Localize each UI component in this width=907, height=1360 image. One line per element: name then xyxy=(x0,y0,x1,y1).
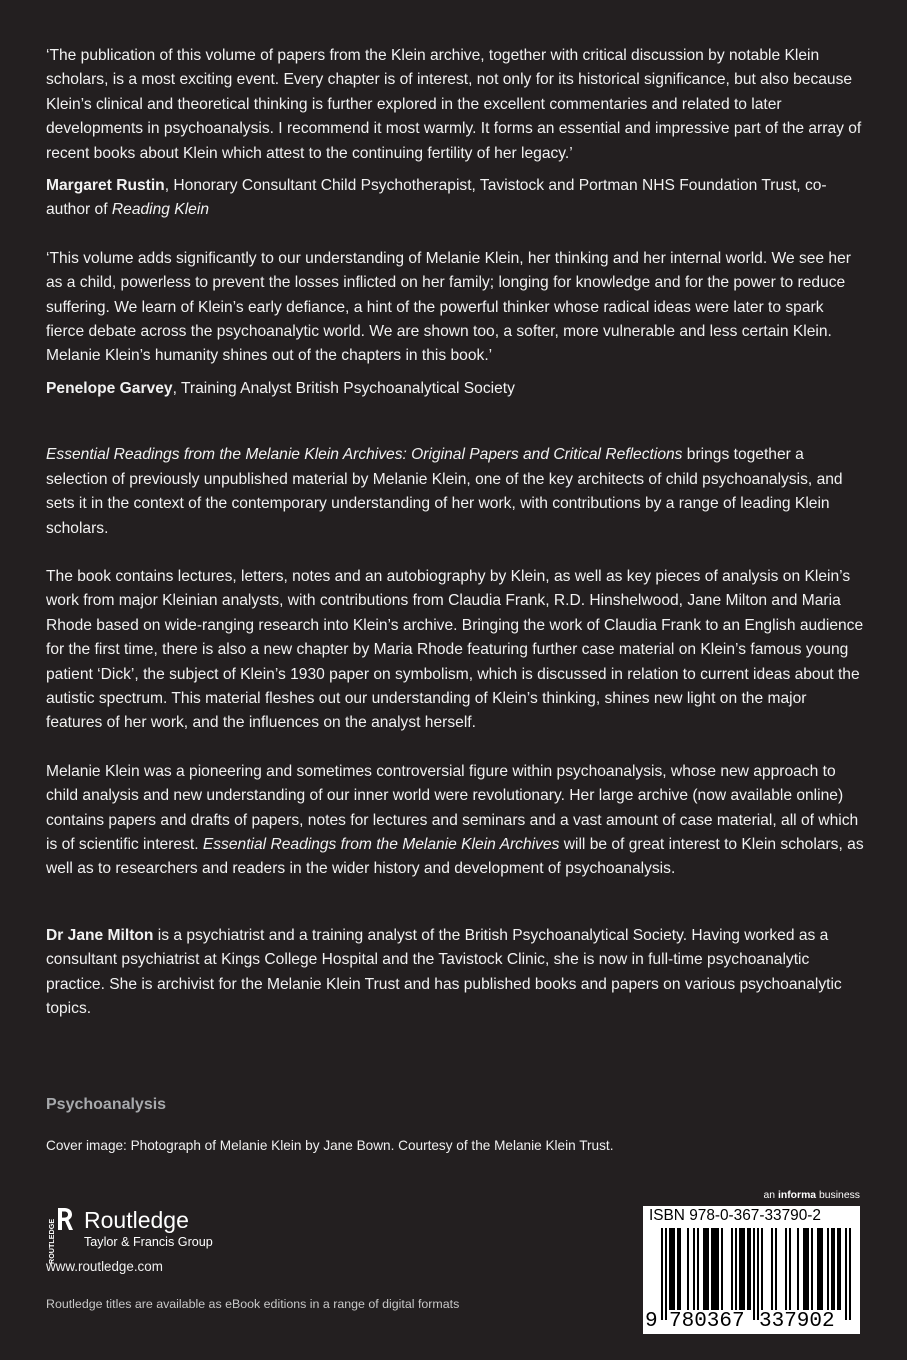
blurb-paragraph-3 xyxy=(46,760,864,882)
barcode-bar xyxy=(747,1228,749,1310)
informa-suffix: business xyxy=(816,1190,860,1201)
barcode-bar xyxy=(687,1228,689,1310)
barcode-bar xyxy=(717,1228,719,1310)
review-quote-2: ‘This volume adds significantly to our understanding of Melanie Klein, her thinking and her internal world. We see her as a child, powerless to prevent the losses inflicted on her family; longing for knowledge and for the power to reduce suffering. We learn of Klein’s early defiance, a hint of the powerful thinker whose radical ideas were later to spark fierce debate across the psychoanalytic world. We are shown too, a softer, more vulnerable and less certain Klein. Melanie Klein’s humanity shines out of the chapters in this book.’ xyxy=(46,249,851,365)
author-bio xyxy=(46,924,864,1022)
barcode-bar xyxy=(661,1228,663,1320)
barcode-bar xyxy=(697,1228,699,1310)
barcode-bar xyxy=(707,1228,709,1310)
informa-tagline xyxy=(764,1190,860,1201)
barcode-bar xyxy=(771,1228,773,1310)
barcode-bar xyxy=(671,1228,673,1310)
reviewer-name: Margaret Rustin xyxy=(46,177,165,195)
reviewer-role: , Honorary Consultant Child Psychotherapist, Tavistock and Portman NHS Foundation Trust, co-author of xyxy=(46,177,827,219)
barcode-bar xyxy=(827,1228,829,1310)
barcode-bar xyxy=(743,1228,745,1310)
barcode-bar xyxy=(673,1228,675,1310)
barcode-bar xyxy=(821,1228,823,1310)
barcode-bar xyxy=(665,1228,667,1320)
barcode-bar xyxy=(797,1228,799,1310)
informa-brand: informa xyxy=(777,1190,817,1201)
book-title-italic: Essential Readings from the Melanie Klein Archives xyxy=(202,835,560,853)
book-title-italic: Essential Readings from the Melanie Klein Archives: Original Papers and Critical Reflections xyxy=(46,446,683,464)
blurb-paragraph-1 xyxy=(46,443,864,541)
barcode-bar xyxy=(819,1228,821,1310)
barcode-bar xyxy=(669,1228,671,1310)
barcode-bar xyxy=(761,1228,763,1310)
barcode-digits-left: 780367 xyxy=(669,1310,745,1333)
routledge-logo-icon xyxy=(46,1206,76,1266)
barcode-bar xyxy=(803,1228,805,1310)
barcode-bar xyxy=(811,1228,813,1310)
barcode-bar xyxy=(703,1228,705,1310)
ebook-note: Routledge titles are available as eBook editions in a range of digital formats xyxy=(46,1297,460,1311)
barcode-bar xyxy=(789,1228,791,1310)
publisher-wordmark xyxy=(84,1206,213,1250)
barcode-bar xyxy=(849,1228,851,1320)
cover-image-credit: Cover image: Photograph of Melanie Klein by Jane Bown. Courtesy of the Melanie Klein Trust. xyxy=(46,1138,614,1153)
barcode-digit-first: 9 xyxy=(645,1310,658,1333)
reviewer-role: , Training Analyst British Psychoanalytical Society xyxy=(172,379,515,397)
isbn-label: ISBN 978-0-367-33790-2 xyxy=(649,1207,821,1224)
barcode-bar xyxy=(739,1228,741,1310)
barcode-bar xyxy=(711,1228,713,1310)
barcode-bar xyxy=(693,1228,695,1310)
barcode-digits-right: 337902 xyxy=(759,1310,835,1333)
publisher-name: Routledge xyxy=(84,1207,189,1233)
publisher-logo xyxy=(46,1206,213,1266)
blurb-text: brings together a selection of previously unpublished material by Melanie Klein, one of the key architects of child psychoanalysis, and sets it in the context of the contemporary understanding of her work, with contributions by a range of leading Klein scholars. xyxy=(46,446,843,537)
routledge-vertical-mark: ROUTLEDGE xyxy=(47,1218,56,1264)
barcode-bar xyxy=(833,1228,835,1310)
barcode-bar xyxy=(735,1228,737,1310)
barcode-bar xyxy=(807,1228,809,1310)
barcode-bar xyxy=(831,1228,833,1310)
barcode-bar xyxy=(845,1228,847,1320)
reviewer-name: Penelope Garvey xyxy=(46,379,173,397)
barcode-bar xyxy=(679,1228,681,1310)
isbn-barcode xyxy=(643,1206,860,1334)
barcode-bar xyxy=(837,1228,839,1310)
publisher-group: Taylor & Francis Group xyxy=(84,1235,213,1249)
barcode-bar xyxy=(731,1228,733,1310)
barcode-bar xyxy=(715,1228,717,1310)
barcode-bar xyxy=(805,1228,807,1310)
barcode-bar xyxy=(839,1228,841,1310)
informa-prefix: an xyxy=(763,1190,778,1201)
reviewer-book-title: Reading Klein xyxy=(111,201,209,219)
barcode-bar xyxy=(721,1228,723,1310)
review-attribution-2 xyxy=(46,377,864,401)
barcode-bar xyxy=(713,1228,715,1310)
barcode-bar xyxy=(817,1228,819,1310)
barcode-bar xyxy=(757,1228,759,1320)
barcode-bar xyxy=(741,1228,743,1310)
barcode-bar xyxy=(677,1228,679,1310)
subject-category: Psychoanalysis xyxy=(46,1096,167,1113)
author-name: Dr Jane Milton xyxy=(46,926,154,944)
barcode-bar xyxy=(785,1228,787,1310)
review-attribution-1 xyxy=(46,174,864,223)
review-quote-1: ‘The publication of this volume of papers from the Klein archive, together with critical discussion by notable Klein scholars, is a most exciting event. Every chapter is of interest, not only for its historical significance, but also because Klein’s clinical and theoretical thinking is further explored in the excellent commentaries and related to later developments in psychoanalysis. I recommend it most warmly. It forms an essential and impressive part of the array of recent books about Klein which attest to the continuing fertility of her legacy.’ xyxy=(46,47,862,162)
blurb-text: will be of great interest to Klein scholars, as well as to researchers and readers in the wider history and development of psychoanalysis. xyxy=(46,835,864,878)
blurb-paragraph-2: The book contains lectures, letters, notes and an autobiography by Klein, as well as key pieces of analysis on Klein’s work from major Kleinian analysts, with contributions from Claudia Frank, R.D. Hinshelwood, Jane Milton and Maria Rhode based on wide-ranging research into Klein’s archive. Bringing the work of Claudia Frank to an English audience for the first time, there is also a new chapter by Maria Rhode featuring further case material on Klein’s famous young patient ‘Dick’, the subject of Klein’s 1930 paper on symbolism, which is discussed in relation to current ideas about the autistic spectrum. This material fleshes out our understanding of Klein’s thinking, shines new light on the major features of her work, and the influences on the analyst herself. xyxy=(46,567,864,732)
barcode-bar xyxy=(775,1228,777,1310)
barcode-bar xyxy=(705,1228,707,1310)
barcode-bar xyxy=(749,1228,751,1310)
barcode-bar xyxy=(753,1228,755,1320)
back-cover-text xyxy=(46,44,864,1021)
publisher-website[interactable]: www.routledge.com xyxy=(46,1259,163,1274)
author-bio-text: is a psychiatrist and a training analyst of the British Psychoanalytical Society. Having worked as a consultant psychiatrist at Kings College Hospital and the Tavistock Clinic, she is now in full-time psychoanalytic practice. She is archivist for the Melanie Klein Trust and has published books and papers on various psychoanalytic topics. xyxy=(46,926,842,1017)
blurb-text: Melanie Klein was a pioneering and sometimes controversial figure within psychoanalysis, whose new approach to child analysis and new understanding of our inner world were revolutionary. Her large archive (now available online) contains papers and drafts of papers, notes for lectures and seminars and a vast amount of case material, all of which is of scientific interest. xyxy=(46,762,859,853)
